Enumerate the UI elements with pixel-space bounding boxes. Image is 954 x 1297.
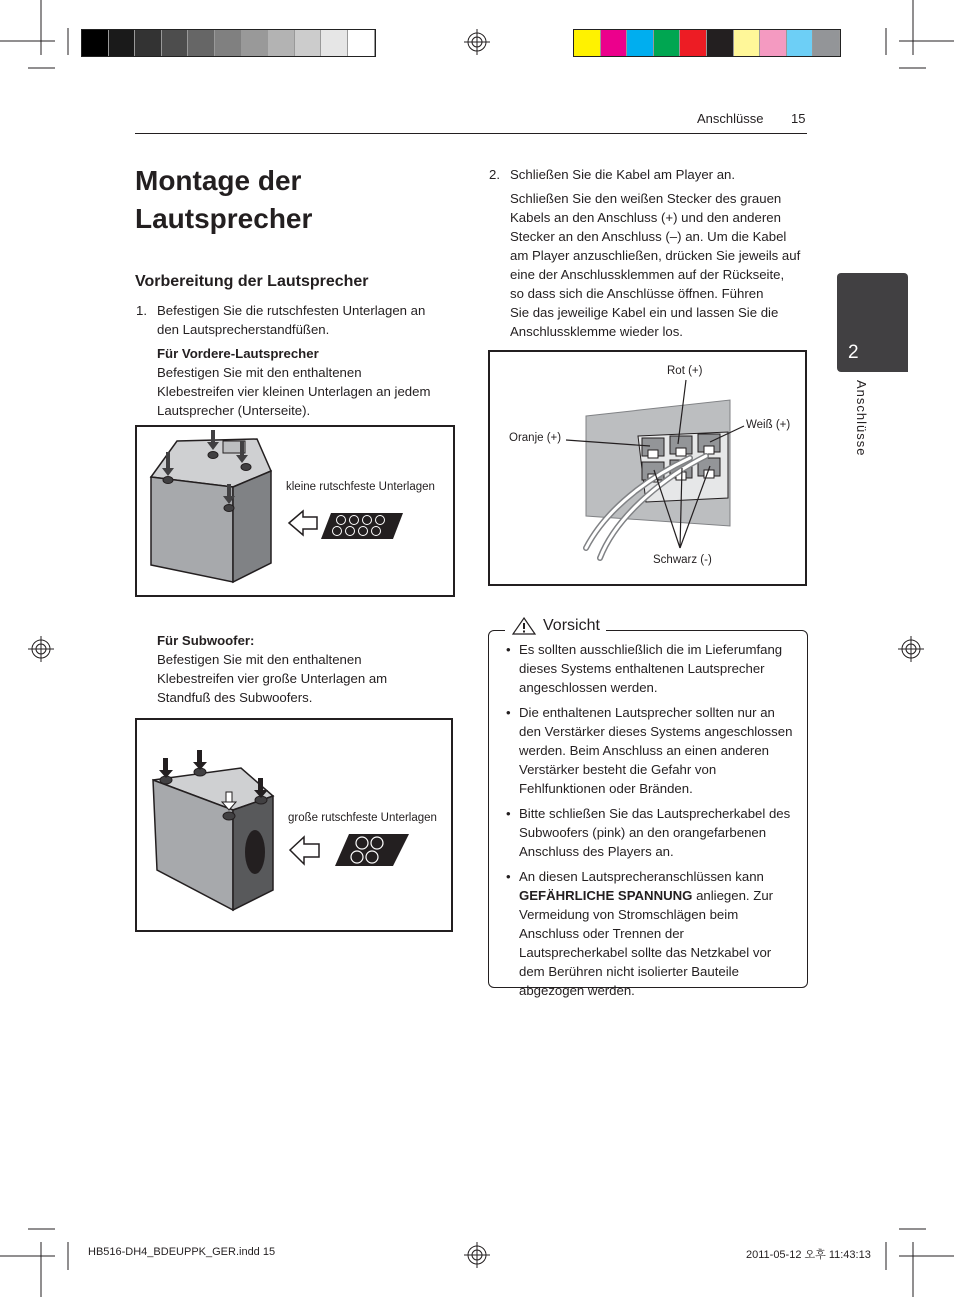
front-speaker-illustration: [137, 427, 453, 595]
step2-line: am Player anzuschließen, drücken Sie jeweils auf: [510, 248, 801, 263]
label-red-plus: Rot (+): [667, 365, 703, 377]
caution-voltage-after: anliegen. Zur Vermeidung von Stromschlägen beim Anschluss oder Trennen der Lautsprecherkabel sollte das Netzkabel vor dem Berühren nicht isolierter Bauteile abgezogen werden.: [519, 888, 774, 998]
process-color-swatch: [813, 30, 840, 56]
registration-mark-bottom: [464, 1242, 490, 1268]
speaker-terminal-figure: [488, 350, 807, 586]
step1-line: den Lautsprecherstandfüßen.: [157, 322, 330, 337]
grayscale-swatch: [82, 30, 109, 56]
grayscale-swatch: [295, 30, 322, 56]
grayscale-swatch: [215, 30, 242, 56]
grayscale-swatch: [162, 30, 189, 56]
step2-line: Kabels an den Anschluss (+) und den anderen: [510, 210, 781, 225]
footer-filename: HB516-DH4_BDEUPPK_GER.indd 15: [88, 1246, 276, 1258]
header-rule: [135, 133, 807, 134]
process-color-control-strip: [573, 29, 841, 57]
front-speaker-instructions: [157, 344, 457, 420]
front-speaker-figure: [135, 425, 455, 597]
process-color-swatch: [574, 30, 601, 56]
subwoofer-instructions: [157, 631, 457, 707]
page-title-line2: Lautsprecher: [135, 203, 313, 234]
registration-mark-top: [464, 29, 490, 55]
grayscale-swatch: [135, 30, 162, 56]
step2-line: Anschlussklemme wieder los.: [510, 324, 683, 339]
process-color-swatch: [654, 30, 681, 56]
grayscale-swatch: [348, 30, 375, 56]
front-speaker-line: Befestigen Sie mit den enthaltenen: [157, 365, 362, 380]
front-speaker-heading: Für Vordere-Lautsprecher: [157, 346, 319, 361]
header-section-title: Anschlüsse: [697, 111, 764, 126]
caution-voltage-bold: GEFÄHRLICHE SPANNUNG: [519, 888, 693, 903]
chapter-tab-label: Anschlüsse: [854, 380, 869, 457]
subwoofer-heading: Für Subwoofer:: [157, 633, 255, 648]
caution-item: • Bitte schließen Sie das Lautsprecherkabel des Subwoofers (pink) an den orangefarbenen Anschluss des Players an.: [506, 804, 796, 861]
caution-item: • Es sollten ausschließlich die im Lieferumfang dieses Systems enthaltenen Lautsprecher angeschlossen werden.: [506, 640, 796, 697]
step2-heading: Schließen Sie die Kabel am Player an.: [510, 167, 736, 182]
registration-mark-right: [898, 636, 924, 662]
page-title: [135, 162, 312, 238]
step2-number: 2.: [489, 167, 500, 182]
caution-voltage-before: An diesen Lautsprecheranschlüssen kann: [519, 869, 764, 884]
step1-number: 1.: [136, 303, 147, 318]
grayscale-swatch: [321, 30, 348, 56]
process-color-swatch: [601, 30, 628, 56]
grayscale-swatch: [188, 30, 215, 56]
step2-line: Sie das jeweilige Kabel ein und lassen Sie die: [510, 305, 779, 320]
caution-heading: [505, 616, 606, 636]
process-color-swatch: [680, 30, 707, 56]
caution-title: Vorsicht: [543, 617, 600, 634]
process-color-swatch: [627, 30, 654, 56]
speaker-terminal-illustration: [490, 352, 805, 584]
step2-line: Stecker an den Anschluss (–) an. Um die Kabel: [510, 229, 787, 244]
step2-line: Schließen Sie den weißen Stecker des grauen: [510, 191, 782, 206]
grayscale-swatch: [242, 30, 269, 56]
process-color-swatch: [787, 30, 814, 56]
warning-triangle-icon: [511, 616, 537, 636]
section-subheading: Vorbereitung der Lautsprecher: [135, 273, 369, 290]
grayscale-control-strip: [81, 29, 376, 57]
step2-line: so dass sich die Anschlüsse öffnen. Führen: [510, 286, 764, 301]
subwoofer-line: Befestigen Sie mit den enthaltenen: [157, 652, 362, 667]
front-speaker-line: Klebestreifen vier kleinen Unterlagen an jedem: [157, 384, 431, 399]
label-black-minus: Schwarz (-): [653, 554, 712, 566]
front-speaker-line: Lautsprecher (Unterseite).: [157, 403, 311, 418]
step1-text: [157, 301, 457, 339]
grayscale-swatch: [109, 30, 136, 56]
step2-line: eine der Anschlussklemmen auf der Rückseite,: [510, 267, 785, 282]
small-pads-label: kleine rutschfeste Unterlagen: [286, 481, 435, 493]
chapter-tab-number: 2: [848, 342, 859, 363]
process-color-swatch: [707, 30, 734, 56]
subwoofer-illustration: [137, 720, 451, 930]
caution-list: [506, 640, 796, 1006]
caution-item-voltage: [506, 867, 796, 1000]
header-page-number: 15: [791, 111, 806, 126]
grayscale-swatch: [268, 30, 295, 56]
label-white-plus: Weiß (+): [746, 419, 791, 431]
subwoofer-figure: [135, 718, 453, 932]
caution-item: • Die enthaltenen Lautsprecher sollten nur an den Verstärker dieses Systems angeschlossen werden. Beim Anschluss an einen anderen Verstärker besteht die Gefahr von Fehlfunktionen oder Bränden.: [506, 703, 796, 798]
step2-text: [510, 189, 810, 341]
step1-line: Befestigen Sie die rutschfesten Unterlagen an: [157, 303, 426, 318]
page-title-line1: Montage der: [135, 165, 302, 196]
subwoofer-line: Standfuß des Subwoofers.: [157, 690, 313, 705]
label-orange-plus: Oranje (+): [509, 432, 562, 444]
process-color-swatch: [734, 30, 761, 56]
footer-datetime: 2011-05-12 오후 11:43:13: [746, 1249, 871, 1261]
process-color-swatch: [760, 30, 787, 56]
registration-mark-left: [28, 636, 54, 662]
subwoofer-line: Klebestreifen vier große Unterlagen am: [157, 671, 388, 686]
large-pads-label: große rutschfeste Unterlagen: [288, 812, 437, 824]
